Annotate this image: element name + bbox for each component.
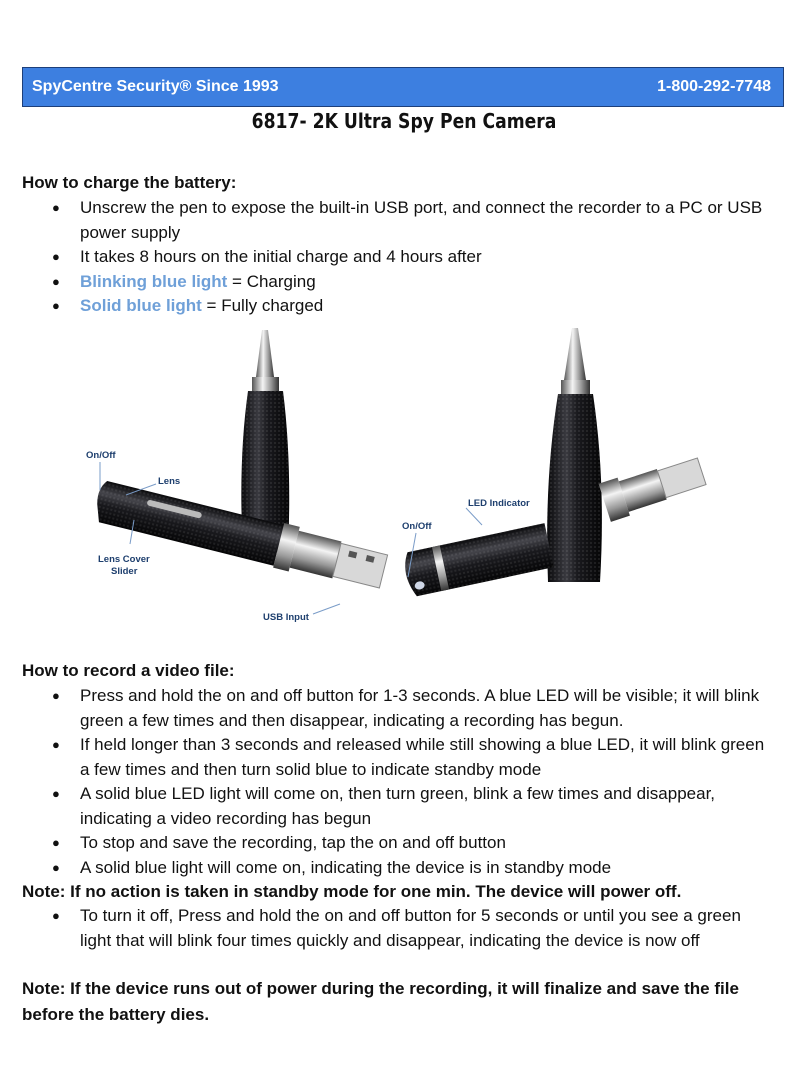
list-item: ● Blinking blue light = Charging xyxy=(0,270,808,295)
list-item: ● Press and hold the on and off button for 1-3 seconds. A blue LED will be visible; it will blink green a few times and then disappear, indicating a recording has begun. xyxy=(52,686,760,730)
bullet-icon: ● xyxy=(52,859,60,875)
highlight-text: Blinking blue light xyxy=(80,271,228,291)
charge-heading: How to charge the battery: xyxy=(22,173,237,192)
phone-number[interactable]: 1-800-292-7748 xyxy=(657,78,771,95)
callout-lens-cover-2: Slider xyxy=(111,566,138,577)
bullet-icon: ● xyxy=(52,786,60,801)
callout-on-off-right: On/Off xyxy=(402,521,432,532)
list-item: ● To stop and save the recording, tap the on and off button xyxy=(0,831,808,856)
page-title: 6817- 2K Ultra Spy Pen Camera xyxy=(251,109,557,133)
bullet-icon: ● xyxy=(52,835,60,850)
bullet-icon: ● xyxy=(52,200,60,215)
list-item: ● A solid blue LED light will come on, then turn green, blink a few times and disappear, indicating a video recording has begun xyxy=(52,784,716,828)
callout-lens: Lens xyxy=(158,476,181,487)
list-item: ● A solid blue light will come on, indicating the device is in standby mode xyxy=(0,856,808,881)
right-pen-usb xyxy=(599,452,708,522)
bullet-icon: ● xyxy=(52,249,60,264)
callout-led-indicator: LED Indicator xyxy=(468,498,530,509)
list-item: ● To turn it off, Press and hold the on and off button for 5 seconds or until you see a green light that will blink four times quickly and disappear, indicating the device is now off xyxy=(52,906,741,950)
bullet-icon: ● xyxy=(52,688,60,703)
callout-lens-cover-1: Lens Cover xyxy=(98,554,150,565)
bullet-icon: ● xyxy=(52,298,60,313)
record-list xyxy=(0,684,808,880)
standby-note: Note: If no action is taken in standby mode for one min. The device will power off. xyxy=(22,882,682,901)
bullet-icon: ● xyxy=(52,737,60,752)
record-heading: How to record a video file: xyxy=(22,661,235,680)
right-pen-horizontal xyxy=(402,523,554,597)
spy-pen-photo xyxy=(78,322,778,634)
right-pen-upright xyxy=(547,328,602,582)
charge-list xyxy=(0,196,808,319)
list-item: ● If held longer than 3 seconds and released while still showing a blue LED, it will blink green a few times and then turn solid blue to indicate standby mode xyxy=(52,735,765,779)
callout-on-off-left: On/Off xyxy=(86,450,116,461)
list-item: ● Solid blue light = Fully charged xyxy=(0,294,808,319)
bullet-icon: ● xyxy=(52,908,60,923)
company-name: SpyCentre Security® Since 1993 xyxy=(32,78,279,95)
highlight-text: Solid blue light xyxy=(80,296,202,315)
bullet-icon: ● xyxy=(52,273,60,289)
header-bar xyxy=(22,67,784,107)
turnoff-list xyxy=(0,904,808,953)
list-item: ● Unscrew the pen to expose the built-in USB port, and connect the recorder to a PC or USB power supply xyxy=(52,198,763,242)
power-note: Note: If the device runs out of power during the recording, it will finalize and save the file before the battery dies. xyxy=(22,979,739,1024)
callout-usb-input: USB Input xyxy=(263,612,309,623)
list-item: ● It takes 8 hours on the initial charge and 4 hours after xyxy=(0,245,808,270)
